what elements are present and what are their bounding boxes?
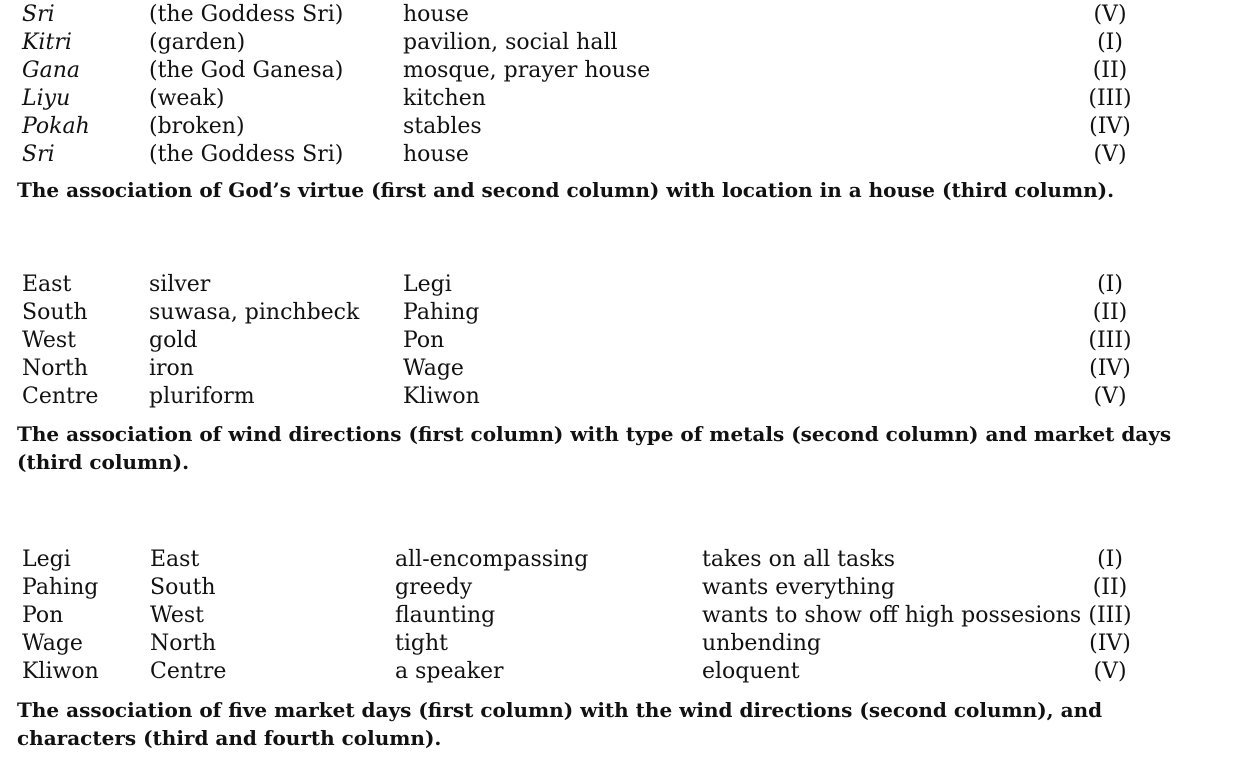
wind-direction: Centre (22, 384, 99, 409)
roman-numeral: (I) (1097, 30, 1123, 55)
metal-type: pluriform (149, 384, 255, 409)
roman-numeral: (V) (1093, 2, 1127, 27)
wind-direction: South (150, 575, 216, 600)
table-row (0, 355, 1250, 383)
wind-direction: West (22, 328, 76, 353)
table-row (0, 299, 1250, 327)
market-day: Pahing (403, 300, 480, 325)
market-day: Pon (22, 603, 64, 628)
character: all-encompassing (395, 547, 589, 572)
table-row (0, 29, 1250, 57)
god-name: Gana (22, 58, 80, 83)
metal-type: suwasa, pinchbeck (149, 300, 360, 325)
roman-numeral: (II) (1092, 575, 1128, 600)
house-location: house (403, 2, 469, 27)
table-row (0, 630, 1250, 658)
character-description: wants everything (702, 575, 895, 600)
table-row (0, 602, 1250, 630)
god-name: Sri (22, 142, 55, 167)
metal-type: silver (149, 272, 211, 297)
god-meaning: (broken) (149, 114, 245, 139)
wind-direction: North (150, 631, 217, 656)
table-caption: The association of God’s virtue (first and second column) with location in a house (third column). (17, 178, 1115, 202)
roman-numeral: (III) (1088, 328, 1132, 353)
wind-direction: South (22, 300, 88, 325)
wind-direction: East (150, 547, 200, 572)
market-day: Pon (403, 328, 445, 353)
table-row (0, 85, 1250, 113)
roman-numeral: (III) (1088, 86, 1132, 111)
roman-numeral: (I) (1097, 272, 1123, 297)
god-name: Sri (22, 2, 55, 27)
god-name: Kitri (22, 30, 72, 55)
metal-type: iron (149, 356, 194, 381)
house-location: pavilion, social hall (403, 30, 618, 55)
roman-numeral: (V) (1093, 384, 1127, 409)
roman-numeral: (III) (1088, 603, 1132, 628)
character: flaunting (395, 603, 496, 628)
table-caption: The association of wind directions (first column) with type of metals (second column) and market days (third column). (17, 422, 1172, 474)
god-name: Liyu (22, 86, 71, 111)
metal-type: gold (149, 328, 198, 353)
market-day: Kliwon (403, 384, 480, 409)
table-row (0, 271, 1250, 299)
god-meaning: (the Goddess Sri) (149, 2, 344, 27)
roman-numeral: (II) (1092, 58, 1128, 83)
table-row (0, 57, 1250, 85)
character-description: eloquent (702, 659, 800, 684)
god-meaning: (the Goddess Sri) (149, 142, 344, 167)
table-row (0, 658, 1250, 686)
god-meaning: (garden) (149, 30, 246, 55)
market-day: Kliwon (22, 659, 99, 684)
god-meaning: (weak) (149, 86, 225, 111)
market-day: Legi (403, 272, 452, 297)
roman-numeral: (II) (1092, 300, 1128, 325)
table-row (0, 327, 1250, 355)
roman-numeral: (IV) (1089, 356, 1131, 381)
table-row (0, 113, 1250, 141)
wind-direction: East (22, 272, 72, 297)
house-location: kitchen (403, 86, 486, 111)
table-row (0, 1, 1250, 29)
character: a speaker (395, 659, 504, 684)
table-row (0, 383, 1250, 411)
character-description: takes on all tasks (702, 547, 896, 572)
roman-numeral: (IV) (1089, 114, 1131, 139)
god-meaning: (the God Ganesa) (149, 58, 344, 83)
table-row (0, 574, 1250, 602)
roman-numeral: (IV) (1089, 631, 1131, 656)
market-day: Pahing (22, 575, 99, 600)
wind-direction: Centre (150, 659, 227, 684)
character-description: unbending (702, 631, 821, 656)
roman-numeral: (V) (1093, 142, 1127, 167)
table-caption: The association of five market days (first column) with the wind directions (second column), and characters (third and fourth column). (17, 698, 1103, 750)
table-row (0, 141, 1250, 169)
market-day: Wage (22, 631, 83, 656)
character-description: wants to show off high possesions (702, 603, 1082, 628)
table-row (0, 546, 1250, 574)
god-name: Pokah (22, 114, 90, 139)
character: greedy (395, 575, 473, 600)
wind-direction: West (150, 603, 204, 628)
house-location: stables (403, 114, 482, 139)
market-day: Wage (403, 356, 464, 381)
roman-numeral: (V) (1093, 659, 1127, 684)
roman-numeral: (I) (1097, 547, 1123, 572)
house-location: house (403, 142, 469, 167)
wind-direction: North (22, 356, 89, 381)
market-day: Legi (22, 547, 71, 572)
house-location: mosque, prayer house (403, 58, 651, 83)
character: tight (395, 631, 448, 656)
